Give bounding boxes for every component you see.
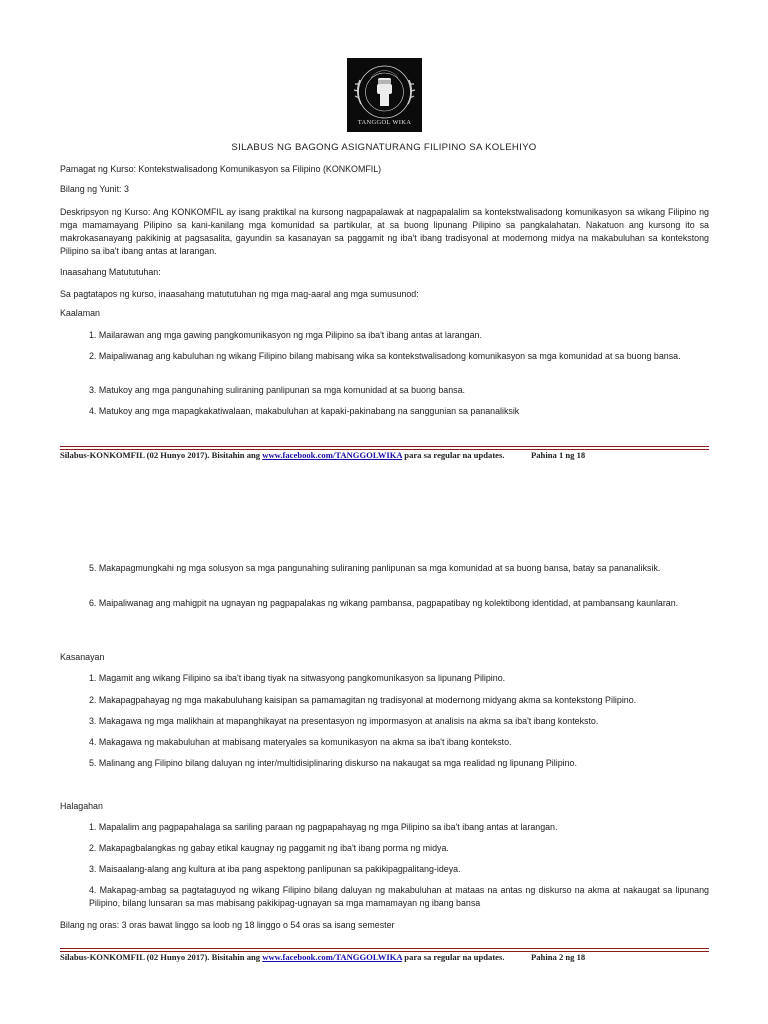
footer-suffix: para sa regular na updates. <box>402 450 505 460</box>
tanggol-wika-logo <box>347 58 422 132</box>
halagahan-item: 2. Makapagbalangkas ng gabay etikal kaugnay ng paggamit ng iba't ibang porma ng midya. <box>89 843 449 853</box>
footer-prefix: Silabus-KONKOMFIL (02 Hunyo 2017). Bisitahin ang <box>60 450 263 460</box>
kaalaman-item: 1. Mailarawan ang mga gawing pangkomunikasyon ng mga Pilipino sa iba't ibang antas at larangan. <box>89 330 482 340</box>
page-number: Pahina 2 ng 18 <box>531 952 586 962</box>
expected-heading: Inaasahang Matututuhan: <box>60 267 161 277</box>
footer-rule <box>60 948 709 949</box>
kasanayan-item: 4. Makagawa ng makabuluhan at mabisang materyales sa komunikasyon na akma sa iba't ibang konteksto. <box>89 737 512 747</box>
page-number: Pahina 1 ng 18 <box>531 450 586 460</box>
kaalaman-item: 2. Maipaliwanag ang kabuluhan ng wikang Filipino bilang mabisang wika sa kontekstwalisadong komunikasyon sa mga komunidad at sa buong bansa. <box>89 351 681 361</box>
kaalaman-item: 6. Maipaliwanag ang mahigpit na ugnayan ng pagpapalakas ng wikang pambansa, pagpapatibay ng kolektibong identidad, at pambansang kaunlaran. <box>89 598 679 608</box>
kasanayan-item: 5. Malinang ang Filipino bilang daluyan ng inter/multidisiplinaring diskurso na nakaugat sa mga realidad ng lipunang Pilipino. <box>89 758 577 768</box>
expected-intro: Sa pagtatapos ng kurso, inaasahang matututuhan ng mga mag-aaral ang mga sumusunod: <box>60 289 419 299</box>
page-footer <box>60 450 505 460</box>
footer-rule <box>60 446 709 447</box>
page-footer <box>60 952 505 962</box>
logo-label: TANGGOL WIKA <box>357 119 412 126</box>
kasanayan-item: 2. Makapagpahayag ng mga makabuluhang kaisipan sa pamamagitan ng tradisyonal at modernong midyang akma sa kontekstong Pilipino. <box>89 695 637 705</box>
footer-prefix: Silabus-KONKOMFIL (02 Hunyo 2017). Bisitahin ang <box>60 952 263 962</box>
kasanayan-item: 3. Makagawa ng mga malikhain at mapanghikayat na presentasyon ng impormasyon at analisis na akma sa iba't ibang konteksto. <box>89 716 599 726</box>
document-title: SILABUS NG BAGONG ASIGNATURANG FILIPINO SA KOLEHIYO <box>231 142 537 153</box>
halagahan-heading: Halagahan <box>60 801 103 811</box>
kaalaman-heading: Kaalaman <box>60 308 100 318</box>
halagahan-item: 3. Maisaalang-alang ang kultura at iba pang aspektong panlipunan sa pakikipagpalitang-ideya. <box>89 864 461 874</box>
course-title: Pamagat ng Kurso: Kontekstwalisadong Komunikasyon sa Filipino (KONKOMFIL) <box>60 164 382 174</box>
kasanayan-item: 1. Magamit ang wikang Filipino sa iba't ibang tiyak na sitwasyong pangkomunikasyon sa lipunang Pilipino. <box>89 673 506 683</box>
units-line: Bilang ng Yunit: 3 <box>60 184 129 194</box>
halagahan-item: 4. Makapag-ambag sa pagtataguyod ng wikang Filipino bilang daluyan ng makabuluhan at mataas na antas ng diskurso na akma at nakaugat sa lipunang Pilipino, bilang lunsaran sa mas mabisang pakikipag-ugnayan sa mga mamamayan ng ibang bansa <box>89 885 709 908</box>
kaalaman-item: 5. Makapagmungkahi ng mga solusyon sa mga pangunahing suliraning panlipunan sa mga komunidad at sa buong bansa, batay sa pananaliksik. <box>89 563 661 573</box>
kaalaman-item: 3. Matukoy ang mga pangunahing suliraning panlipunan sa mga komunidad at sa buong bansa. <box>89 385 465 395</box>
footer-suffix: para sa regular na updates. <box>402 952 505 962</box>
halagahan-item: 1. Mapalalim ang pagpapahalaga sa sariling paraan ng pagpapahayag ng mga Pilipino sa iba't ibang antas at larangan. <box>89 822 558 832</box>
course-description: Deskripsyon ng Kurso: Ang KONKOMFIL ay isang praktikal na kursong nagpapalawak at nagpapalalim sa kontekstwalisadong komunikasyon sa wikang Filipino ng mga mamamayang Pilipino sa kani-kanilang mga komunidad sa partikular, at sa buong lipunang Pilipino sa pangkalahatan. Nakatuon ang kursong ito sa makrokasanayang pakikinig at pagsasalita, gayundin sa kasanayan sa paggamit ng iba't ibang tradisyonal at modernong midya na makabuluhan sa kontekstong Pilipino sa iba't ibang antas at larangan. <box>60 207 709 256</box>
kaalaman-item: 4. Matukoy ang mga mapagkakatiwalaan, makabuluhan at kapaki-pakinabang na sanggunian sa pananaliksik <box>89 406 520 416</box>
hours-line: Bilang ng oras: 3 oras bawat linggo sa loob ng 18 linggo o 54 oras sa isang semester <box>60 920 395 930</box>
facebook-link[interactable]: www.facebook.com/TANGGOLWIKA <box>262 450 403 460</box>
kasanayan-heading: Kasanayan <box>60 652 105 662</box>
facebook-link[interactable]: www.facebook.com/TANGGOLWIKA <box>262 952 403 962</box>
